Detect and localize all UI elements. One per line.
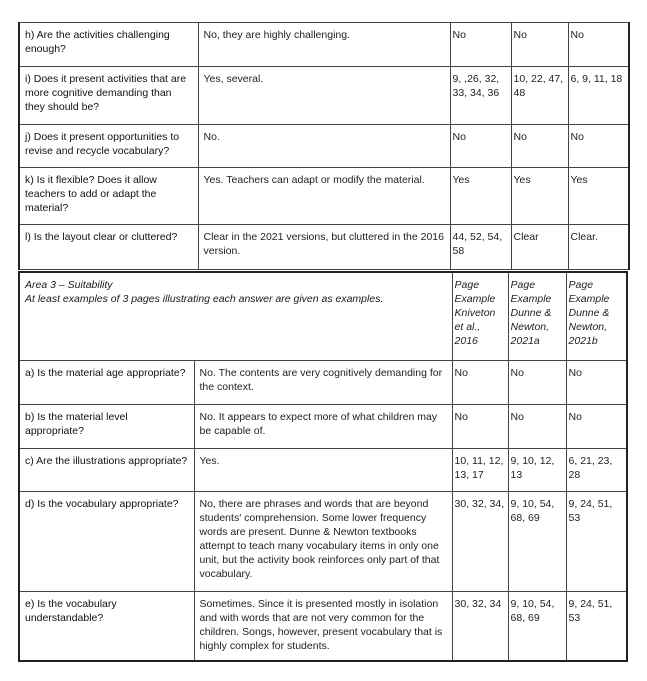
example-cell-3: 9, 24, 51, 53 [566,591,627,661]
answer-cell: No, they are highly challenging. [198,23,450,67]
example-cell-3: No [568,125,629,168]
question-cell: h) Are the activities challenging enough? [19,23,198,67]
table-row [19,404,627,448]
example-cell-2: 9, 10, 54, 68, 69 [508,591,566,661]
table-row [19,225,629,270]
example-cell-1: No [450,23,511,67]
answer-cell: Yes, several. [198,67,450,125]
table-row [19,23,629,67]
example-cell-2: 9, 10, 12, 13 [508,448,566,491]
answer-cell: No, there are phrases and words that are beyond students' comprehension. Some lower frequency words are present. Dunne & Newton textbooks attempt to teach many vocabulary items in only one unit, but the activity book reinforces only part of that vocabulary. [194,491,452,591]
question-cell: e) Is the vocabulary understandable? [19,591,194,661]
area2-table [18,22,630,270]
area3-header-row [19,272,627,360]
question-cell: b) Is the material level appropriate? [19,404,194,448]
example-cell-2: No [511,23,568,67]
example-cell-1: No [450,125,511,168]
question-cell: d) Is the vocabulary appropriate? [19,491,194,591]
question-cell: c) Are the illustrations appropriate? [19,448,194,491]
answer-cell: Yes. [194,448,452,491]
example-cell-3: 6, 9, 11, 18 [568,67,629,125]
example-cell-1: No [452,360,508,404]
example-cell-2: Clear [511,225,568,270]
example-cell-3: No [568,23,629,67]
example-cell-2: No [511,125,568,168]
example-cell-2: 10, 22, 47, 48 [511,67,568,125]
table-row [19,360,627,404]
example-cell-3: Yes [568,168,629,225]
table-row [19,125,629,168]
table-row [19,448,627,491]
table-row [19,168,629,225]
answer-cell: No. It appears to expect more of what children may be capable of. [194,404,452,448]
area3-heading-cell [19,272,452,360]
example-cell-1: Yes [450,168,511,225]
example-cell-1: 10, 11, 12, 13, 17 [452,448,508,491]
area-title: Area 3 – Suitability [25,279,113,291]
question-cell: i) Does it present activities that are more cognitive demanding than they should be? [19,67,198,125]
table-row [19,591,627,661]
question-cell: j) Does it present opportunities to revise and recycle vocabulary? [19,125,198,168]
example-cell-2: No [508,360,566,404]
column-header-kniveton: Page Example Kniveton et al., 2016 [452,272,508,360]
example-cell-1: 9, ,26, 32, 33, 34, 36 [450,67,511,125]
example-cell-2: 9, 10, 54, 68, 69 [508,491,566,591]
example-cell-3: 9, 24, 51, 53 [566,491,627,591]
example-cell-2: Yes [511,168,568,225]
example-cell-1: 30, 32, 34, [452,491,508,591]
answer-cell: Clear in the 2021 versions, but cluttered in the 2016 version. [198,225,450,270]
question-cell: a) Is the material age appropriate? [19,360,194,404]
question-cell: l) Is the layout clear or cluttered? [19,225,198,270]
example-cell-1: No [452,404,508,448]
answer-cell: No. [198,125,450,168]
answer-cell: Yes. Teachers can adapt or modify the material. [198,168,450,225]
column-header-dunne-newton-a: Page Example Dunne & Newton, 2021a [508,272,566,360]
column-header-dunne-newton-b: Page Example Dunne & Newton, 2021b [566,272,627,360]
example-cell-3: No [566,404,627,448]
example-cell-3: 6, 21, 23, 28 [566,448,627,491]
question-cell: k) Is it flexible? Does it allow teachers to add or adapt the material? [19,168,198,225]
example-cell-3: No [566,360,627,404]
example-cell-1: 44, 52, 54, 58 [450,225,511,270]
area3-table [18,271,628,662]
table-row [19,491,627,591]
example-cell-3: Clear. [568,225,629,270]
answer-cell: Sometimes. Since it is presented mostly in isolation and with words that are not very common for the children. Songs, however, present vocabulary that is highly complex for students. [194,591,452,661]
answer-cell: No. The contents are very cognitively demanding for the context. [194,360,452,404]
area-subtitle: At least examples of 3 pages illustrating each answer are given as examples. [25,293,384,305]
example-cell-2: No [508,404,566,448]
example-cell-1: 30, 32, 34 [452,591,508,661]
table-row [19,67,629,125]
